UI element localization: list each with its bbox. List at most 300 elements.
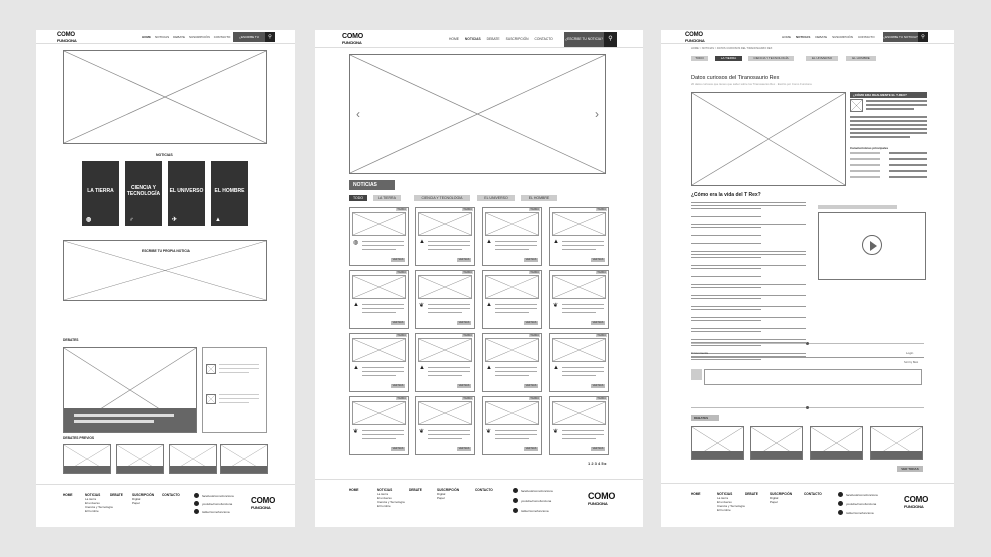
card-thumbnail xyxy=(552,212,606,236)
search-icon[interactable]: ⚲ xyxy=(918,32,928,42)
news-card[interactable] xyxy=(549,270,609,329)
chevron-right-icon[interactable]: › xyxy=(595,107,599,121)
facebook-link[interactable] xyxy=(838,492,878,497)
news-card[interactable] xyxy=(482,207,542,266)
footer-link[interactable]: La tierra xyxy=(377,492,389,496)
footer-link[interactable]: Ciencia y Tecnología xyxy=(717,504,745,508)
category-tag: TIERRA xyxy=(397,271,406,274)
breadcrumb[interactable]: HOME > NOTICIAS > DATOS CURIOSOS DEL TIRANOSAURIO REX xyxy=(691,47,773,50)
footer-col-title[interactable]: CONTACTO xyxy=(475,488,493,492)
debate-caption xyxy=(64,408,196,432)
twitter-icon xyxy=(194,509,199,514)
noticias-heading: NOTICIAS xyxy=(156,153,173,157)
search-icon[interactable]: ⚲ xyxy=(604,32,617,47)
debates-heading: DEBATES xyxy=(63,338,79,342)
video-title-bar xyxy=(818,205,897,209)
text-line xyxy=(428,438,462,439)
category-tag: TIERRA xyxy=(463,334,472,337)
comment-input[interactable] xyxy=(704,369,922,385)
debate-card[interactable] xyxy=(691,426,744,460)
debates-previos-heading: DEBATES PREVIOS xyxy=(63,436,95,440)
search-icon[interactable]: ⚲ xyxy=(265,32,275,42)
facebook-icon xyxy=(194,493,199,498)
text-line xyxy=(691,243,761,244)
twitter-link[interactable] xyxy=(838,510,874,515)
card-thumbnail xyxy=(418,275,472,299)
text-line xyxy=(362,245,404,246)
characteristic-cell xyxy=(889,170,927,172)
category-tag: TIERRA xyxy=(597,397,606,400)
card-thumbnail xyxy=(418,401,472,425)
footer-col-title[interactable]: HOME xyxy=(691,492,701,496)
text-line xyxy=(850,132,927,134)
leaf-icon: ❦ xyxy=(553,303,559,309)
twitter-link[interactable] xyxy=(194,509,230,514)
nav-suscripcion[interactable]: SUSCRIPCIÓN xyxy=(832,35,853,39)
text-line xyxy=(428,249,462,250)
logo-sub: FUNCIONA xyxy=(685,38,705,43)
nav-home[interactable]: HOME xyxy=(782,35,791,39)
social-label: facebook/comofunciona xyxy=(202,493,234,498)
social-label: twitter/comofunciona xyxy=(202,509,230,514)
leaf-icon: ❦ xyxy=(419,303,425,309)
card-thumbnail xyxy=(352,338,406,362)
nav-noticias[interactable]: NOTICIAS xyxy=(796,35,811,39)
ver-mas-button[interactable]: VER MAS xyxy=(392,258,404,261)
write-news-button[interactable]: ¿ESCRIBE TU NOTICIA? xyxy=(233,32,265,42)
previous-debate-card[interactable] xyxy=(220,444,268,474)
home-wireframe xyxy=(36,30,295,527)
footer-link[interactable]: Digital xyxy=(770,496,779,500)
text-line xyxy=(850,128,927,130)
text-line xyxy=(428,434,470,435)
footer-col-contacto[interactable] xyxy=(804,492,822,496)
footer-link[interactable]: La tierra xyxy=(717,496,729,500)
ver-mas-button[interactable]: VER MAS xyxy=(458,384,470,387)
write-news-button[interactable]: ¿ESCRIBE TU NOTICIA? xyxy=(564,32,604,47)
news-card[interactable] xyxy=(349,333,409,392)
text-line xyxy=(362,438,396,439)
footer-link[interactable]: Ciencia y Tecnología xyxy=(85,505,113,509)
leaf-icon: ❦ xyxy=(419,429,425,435)
category-label: EL UNIVERSO xyxy=(169,188,204,194)
person-icon: ▲ xyxy=(486,302,492,308)
social-label: twitter/comofunciona xyxy=(846,510,874,515)
section-title: NOTICIAS xyxy=(349,180,395,190)
debate-card[interactable] xyxy=(810,426,863,460)
facebook-link[interactable] xyxy=(194,493,234,498)
footer-col-noticias xyxy=(377,488,405,508)
text-line xyxy=(691,227,761,228)
text-line xyxy=(691,208,761,209)
comment-avatar xyxy=(206,364,216,374)
footer-col-contacto[interactable] xyxy=(162,493,180,497)
ver-mas-button[interactable]: VER MAS xyxy=(392,384,404,387)
debate-image xyxy=(63,347,197,433)
text-line xyxy=(495,241,537,242)
chevron-left-icon[interactable]: ‹ xyxy=(356,107,360,121)
logo[interactable] xyxy=(57,33,77,43)
card-caption xyxy=(751,451,802,459)
footer-col-noticias xyxy=(85,493,113,513)
debate-comments xyxy=(202,347,267,433)
rocket-icon: ✈ xyxy=(172,217,178,223)
card-caption xyxy=(221,466,267,473)
login-link[interactable]: Login xyxy=(906,351,914,355)
footer-col-title[interactable]: HOME xyxy=(63,493,73,497)
text-line xyxy=(866,100,927,102)
tab-la-tierra[interactable]: LA TIERRA xyxy=(715,56,742,61)
category-la-tierra[interactable] xyxy=(82,161,119,226)
tab-hombre[interactable]: EL HOMBRE xyxy=(846,56,876,61)
text-line xyxy=(428,371,470,372)
category-tag: TIERRA xyxy=(463,397,472,400)
youtube-icon xyxy=(194,501,199,506)
characteristics-label: Características principales xyxy=(850,146,889,150)
text-line xyxy=(562,312,596,313)
text-line xyxy=(428,430,470,431)
previous-debate-card[interactable] xyxy=(63,444,111,474)
category-tag: TIERRA xyxy=(397,334,406,337)
person-icon: ▲ xyxy=(215,217,221,223)
footer-logo[interactable] xyxy=(904,496,928,510)
text-line xyxy=(219,364,259,365)
social-label: youtube/comofunciona xyxy=(846,501,877,506)
twitter-link[interactable] xyxy=(513,508,549,513)
logo-sub: FUNCIONA xyxy=(904,504,924,509)
footer-col-title[interactable]: DEBATE xyxy=(409,488,422,492)
card-thumbnail xyxy=(552,338,606,362)
text-line xyxy=(428,367,470,368)
card-caption xyxy=(692,451,743,459)
footer-link[interactable]: Digital xyxy=(437,492,446,496)
footer-col-title[interactable]: SUSCRIPCIÓN xyxy=(770,492,793,496)
card-caption xyxy=(871,451,922,459)
category-tag: TIERRA xyxy=(397,397,406,400)
news-card[interactable] xyxy=(549,207,609,266)
nav-debate[interactable]: DEBATE xyxy=(815,35,828,39)
main-nav xyxy=(449,37,553,41)
facebook-link[interactable] xyxy=(513,488,553,493)
leaf-icon: ❦ xyxy=(486,429,492,435)
footer-link[interactable]: El hombre xyxy=(717,508,731,512)
category-hombre[interactable] xyxy=(211,161,248,226)
text-line xyxy=(495,312,529,313)
text-line xyxy=(691,353,806,354)
card-thumbnail xyxy=(552,401,606,425)
social-label: youtube/comofunciona xyxy=(202,501,233,506)
category-tag: TIERRA xyxy=(597,334,606,337)
text-line xyxy=(428,308,470,309)
text-line xyxy=(495,249,529,250)
text-line xyxy=(562,241,604,242)
ver-mas-button[interactable]: VER MAS xyxy=(458,321,470,324)
logo-sub: FUNCIONA xyxy=(251,505,271,510)
text-line xyxy=(691,359,761,360)
globe-icon: ◍ xyxy=(353,240,359,246)
logo-text: COMO xyxy=(904,495,929,504)
nav-suscripcion[interactable]: SUSCRIPCIÓN xyxy=(505,37,529,41)
youtube-link[interactable] xyxy=(513,498,551,503)
category-tag: TIERRA xyxy=(597,208,606,211)
person-icon: ▲ xyxy=(553,365,559,371)
footer-col-title[interactable]: SUSCRIPCIÓN xyxy=(437,488,460,492)
category-tag: TIERRA xyxy=(530,334,539,337)
nav-noticias[interactable]: NOTICIAS xyxy=(155,35,170,39)
tab-universo[interactable]: EL UNIVERSO xyxy=(806,56,838,61)
card-thumbnail xyxy=(485,275,539,299)
text-line xyxy=(362,375,396,376)
footer-link[interactable]: Papel xyxy=(132,501,140,505)
text-line xyxy=(691,268,761,269)
news-card[interactable] xyxy=(549,396,609,455)
footer xyxy=(661,483,954,527)
text-line xyxy=(562,434,604,435)
footer-link[interactable]: Digital xyxy=(132,497,141,501)
debate-card[interactable] xyxy=(870,426,923,460)
footer-col-title[interactable]: CONTACTO xyxy=(162,493,180,497)
see-all-button[interactable]: VER TODAS xyxy=(897,466,923,472)
debate-card[interactable] xyxy=(750,426,803,460)
write-news-banner[interactable] xyxy=(63,240,267,301)
header xyxy=(36,30,295,49)
tab-todo[interactable]: TODO xyxy=(349,195,367,201)
nav-home[interactable]: HOME xyxy=(142,35,151,39)
text-line xyxy=(866,104,927,106)
main-nav xyxy=(142,35,230,39)
ver-mas-button[interactable]: VER MAS xyxy=(525,447,537,450)
text-line xyxy=(691,306,806,307)
nav-contacto[interactable]: CONTACTO xyxy=(213,35,231,39)
ver-mas-button[interactable]: VER MAS xyxy=(392,447,404,450)
nav-suscripcion[interactable]: SUSCRIPCIÓN xyxy=(188,35,210,39)
card-caption xyxy=(170,466,216,473)
characteristic-cell xyxy=(889,152,927,154)
text-line xyxy=(362,308,404,309)
characteristic-cell xyxy=(889,158,927,160)
footer-link[interactable]: La tierra xyxy=(85,497,97,501)
text-line xyxy=(362,430,404,431)
pagination[interactable]: 1 2 3 4 5 ▸ xyxy=(588,461,607,466)
text-line xyxy=(691,345,761,346)
article-title: Datos curiosos del Tiranosaurio Rex xyxy=(691,75,780,81)
tab-ciencia[interactable]: CIENCIA Y TECNOLOGIA xyxy=(414,195,470,201)
footer-col-title[interactable]: DEBATE xyxy=(745,492,758,496)
news-card[interactable] xyxy=(349,270,409,329)
news-card[interactable] xyxy=(482,270,542,329)
text-line xyxy=(691,298,761,299)
write-news-button[interactable]: ¿ESCRIBE TU NOTICIA? xyxy=(883,32,918,42)
text-line xyxy=(362,371,404,372)
social-label: youtube/comofunciona xyxy=(521,498,552,503)
nav-contacto[interactable]: CONTACTO xyxy=(857,35,875,39)
nav-noticias[interactable]: NOTICIAS xyxy=(464,37,481,41)
nav-home[interactable]: HOME xyxy=(449,37,459,41)
category-tag: TIERRA xyxy=(597,271,606,274)
text-line xyxy=(362,304,404,305)
ver-mas-button[interactable]: VER MAS xyxy=(525,384,537,387)
nav-contacto[interactable]: CONTACTO xyxy=(534,37,553,41)
category-ciencia[interactable] xyxy=(125,161,162,226)
twitter-icon xyxy=(513,508,518,513)
news-card[interactable] xyxy=(482,333,542,392)
social-label: facebook/comofunciona xyxy=(846,492,878,497)
text-line xyxy=(562,308,604,309)
footer-col-title[interactable]: DEBATE xyxy=(110,493,123,497)
text-line xyxy=(495,430,537,431)
footer-col-suscripcion xyxy=(770,492,792,504)
text-line xyxy=(691,284,806,285)
footer-col-title[interactable]: HOME xyxy=(349,488,359,492)
text-line xyxy=(691,309,761,310)
card-thumbnail xyxy=(352,212,406,236)
footer-col-debate[interactable] xyxy=(409,488,422,492)
text-line xyxy=(495,304,537,305)
logo-text: COMO xyxy=(342,33,363,40)
footer-col-debate[interactable] xyxy=(110,493,123,497)
previous-debate-card[interactable] xyxy=(169,444,217,474)
header xyxy=(315,30,643,48)
text-line xyxy=(495,375,529,376)
logo-text: COMO xyxy=(685,32,703,38)
footer-col-title[interactable]: NOTICIAS xyxy=(717,492,733,496)
text-line xyxy=(495,245,537,246)
tab-universo[interactable]: EL UNIVERSO xyxy=(477,195,515,201)
footer-link[interactable]: Papel xyxy=(770,500,778,504)
text-line xyxy=(74,414,174,417)
article-image xyxy=(691,92,846,186)
divider-dot xyxy=(806,342,809,345)
footer-link[interactable]: El universo xyxy=(85,501,100,505)
twitter-icon xyxy=(838,510,843,515)
card-thumbnail xyxy=(352,401,406,425)
footer-col-title[interactable]: SUSCRIPCIÓN xyxy=(132,493,155,497)
tab-hombre[interactable]: EL HOMBRE xyxy=(521,195,557,201)
news-card[interactable] xyxy=(349,396,409,455)
footer-col-debate[interactable] xyxy=(745,492,758,496)
footer-col-title[interactable]: NOTICIAS xyxy=(377,488,393,492)
logo[interactable] xyxy=(685,33,705,43)
text-line xyxy=(850,116,927,118)
footer-col-home[interactable] xyxy=(63,493,73,497)
text-line xyxy=(691,235,761,236)
tab-la-tierra[interactable]: LA TIERRA xyxy=(373,195,401,201)
text-line xyxy=(362,367,404,368)
logo-text: COMO xyxy=(57,32,75,38)
category-label: LA TIERRA xyxy=(87,188,114,194)
social-label: facebook/comofunciona xyxy=(521,488,553,493)
text-line xyxy=(219,402,249,403)
ver-mas-button[interactable]: VER MAS xyxy=(458,258,470,261)
play-icon[interactable] xyxy=(862,235,882,255)
footer-col-contacto[interactable] xyxy=(475,488,493,492)
side-thumb xyxy=(850,99,863,112)
previous-debate-card[interactable] xyxy=(116,444,164,474)
ver-mas-button[interactable]: VER MAS xyxy=(592,321,604,324)
comment-avatar xyxy=(206,394,216,404)
logo[interactable] xyxy=(342,34,363,46)
tab-todo[interactable]: TODO xyxy=(691,56,708,61)
footer-logo[interactable] xyxy=(251,497,275,511)
footer-link[interactable]: El universo xyxy=(377,496,392,500)
news-card[interactable] xyxy=(415,270,475,329)
text-line xyxy=(562,371,604,372)
nav-debate[interactable]: DEBATE xyxy=(173,35,185,39)
category-label: CIENCIA Y TECNOLOGÍA xyxy=(126,185,161,197)
social-label: twitter/comofunciona xyxy=(521,508,549,513)
footer-link[interactable]: El hombre xyxy=(377,504,391,508)
side-box-title: ¿CÓMO ERA REALMENTE EL T-REX? xyxy=(850,92,927,98)
video-player[interactable] xyxy=(818,212,926,280)
hero-carousel[interactable] xyxy=(349,54,606,174)
tab-ciencia[interactable]: CIENCIA Y TECNOLOGÍA xyxy=(748,56,794,61)
card-thumbnail xyxy=(485,401,539,425)
text-line xyxy=(219,372,249,373)
ver-mas-button[interactable]: VER MAS xyxy=(592,447,604,450)
footer-link[interactable]: El universo xyxy=(717,500,732,504)
youtube-icon xyxy=(838,501,843,506)
news-card[interactable] xyxy=(415,207,475,266)
nav-debate[interactable]: DEBATE xyxy=(486,37,500,41)
youtube-link[interactable] xyxy=(194,501,232,506)
news-card[interactable] xyxy=(549,333,609,392)
footer-link[interactable]: El hombre xyxy=(85,509,99,513)
footer-link[interactable]: Ciencia y Tecnología xyxy=(377,500,405,504)
comments-count: 0 Comments xyxy=(691,351,709,355)
youtube-link[interactable] xyxy=(838,501,876,506)
text-line xyxy=(691,216,761,217)
footer-col-home[interactable] xyxy=(691,492,701,496)
ver-mas-button[interactable]: VER MAS xyxy=(592,258,604,261)
footer-col-home[interactable] xyxy=(349,488,359,492)
card-thumbnail xyxy=(485,338,539,362)
footer-logo[interactable] xyxy=(588,492,615,508)
news-card[interactable] xyxy=(349,207,409,266)
category-universo[interactable] xyxy=(168,161,205,226)
text-line xyxy=(691,257,761,258)
characteristic-cell xyxy=(889,164,927,166)
ver-mas-button[interactable]: VER MAS xyxy=(592,384,604,387)
text-line xyxy=(562,245,604,246)
ver-mas-button[interactable]: VER MAS xyxy=(458,447,470,450)
news-card[interactable] xyxy=(415,396,475,455)
card-thumbnail xyxy=(552,275,606,299)
text-line xyxy=(562,430,604,431)
sort-select[interactable]: Sort by Best xyxy=(904,361,919,364)
ver-mas-button[interactable]: VER MAS xyxy=(392,321,404,324)
card-thumbnail xyxy=(352,275,406,299)
person-icon: ▲ xyxy=(486,239,492,245)
footer-link[interactable]: Papel xyxy=(437,496,445,500)
characteristic-cell xyxy=(850,170,880,172)
news-card[interactable] xyxy=(482,396,542,455)
ver-mas-button[interactable]: VER MAS xyxy=(525,321,537,324)
footer xyxy=(315,479,643,527)
person-icon: ▲ xyxy=(419,365,425,371)
footer-col-title[interactable]: CONTACTO xyxy=(804,492,822,496)
text-line xyxy=(562,367,604,368)
news-card[interactable] xyxy=(415,333,475,392)
characteristic-cell xyxy=(850,152,880,154)
avatar xyxy=(691,369,702,380)
text-line xyxy=(428,245,470,246)
ver-mas-button[interactable]: VER MAS xyxy=(525,258,537,261)
text-line xyxy=(691,287,761,288)
footer-col-title[interactable]: NOTICIAS xyxy=(85,493,101,497)
category-tag: TIERRA xyxy=(530,271,539,274)
leaf-icon: ❦ xyxy=(553,429,559,435)
header xyxy=(661,30,954,44)
